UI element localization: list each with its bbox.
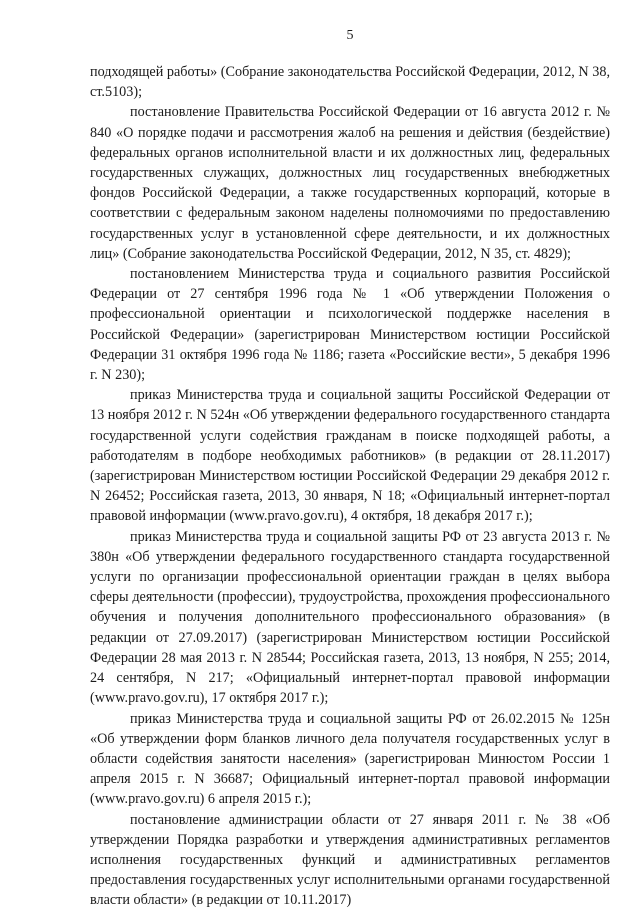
- paragraph-ministry-resolution-1: постановлением Министерства труда и социального развития Российской Федерации от 27 сентября 1996 года № 1 «Об утверждении Положения о профессиональной ориентации и психологической поддержке населения в Российской Федерации» (зарегистрирован Министерством юстиции Российской Федерации 31 октября 1996 года № 1186; газета «Российские вести», 5 декабря 1996 г. N 230);: [90, 266, 610, 384]
- page-number: 5: [346, 28, 354, 43]
- paragraph-order-524n: приказ Министерства труда и социальной защиты Российской Федерации от 13 ноября 2012 г. N 524н «Об утверждении федерального государственного стандарта государственной услуги содействия гражданам в поиске подходящей работы, а работодателям в подборе необходимых работников» (в редакции от 28.11.2017) (зарегистрирован Министерством юстиции Российской Федерации 29 декабря 2012 г. N 26452; Российская газета, 2013, 30 января, N 18; «Официальный интернет-портал правовой информации (www.pravo.gov.ru), 4 октября, 18 декабря 2017 г.);: [90, 387, 610, 525]
- paragraph-continuation: подходящей работы» (Собрание законодательства Российской Федерации, 2012, N 38, ст.5103);: [90, 64, 610, 101]
- paragraph-government-decree-840: постановление Правительства Российской Федерации от 16 августа 2012 г. № 840 «О порядке подачи и рассмотрения жалоб на решения и действия (бездействие) федеральных органов исполнительной власти и их должностных лиц, федеральных государственных служащих, должностных лиц государственных внебюджетных фондов Российской Федерации, а также государственных корпораций, которые в соответствии с федеральным законом наделены полномочиями по предоставлению государственных услуг в установленной сфере деятельности, и их должностных лиц» (Собрание законодательства Российской Федерации, 2012, N 35, ст. 4829);: [90, 104, 610, 262]
- paragraph-regional-decree-38: постановление администрации области от 27 января 2011 г. № 38 «Об утверждении Порядка разработки и утверждения административных регламентов исполнения государственных функций и административных регламентов предоставления государственных услуг исполнительными органами государственной власти области» (в редакции от 10.11.2017): [90, 811, 610, 909]
- paragraph-order-380n: приказ Министерства труда и социальной защиты РФ от 23 августа 2013 г. № 380н «Об утверждении федерального государственного стандарта государственной услуги по организации профессиональной ориентации граждан в целях выбора сферы деятельности (профессии), трудоустройства, прохождения профессионального обучения и получения дополнительного профессионального образования» (в редакции от 27.09.2017) (зарегистрирован Министерством юстиции Российской Федерации 28 мая 2013 г. N 28544; Российская газета, 2013, 13 ноября, N 255; 2014, 24 сентября, N 217; «Официальный интернет-портал правовой информации (www.pravo.gov.ru), 17 октября 2017 г.);: [90, 528, 610, 707]
- document-page: [90, 28, 610, 911]
- paragraph-order-125n: приказ Министерства труда и социальной защиты РФ от 26.02.2015 № 125н «Об утверждении форм бланков личного дела получателя государственных услуг в области содействия занятости населения» (зарегистрирован Минюстом России 1 апреля 2015 г. N 36687; Официальный интернет-портал правовой информации (www.pravo.gov.ru) 6 апреля 2015 г.);: [90, 710, 610, 808]
